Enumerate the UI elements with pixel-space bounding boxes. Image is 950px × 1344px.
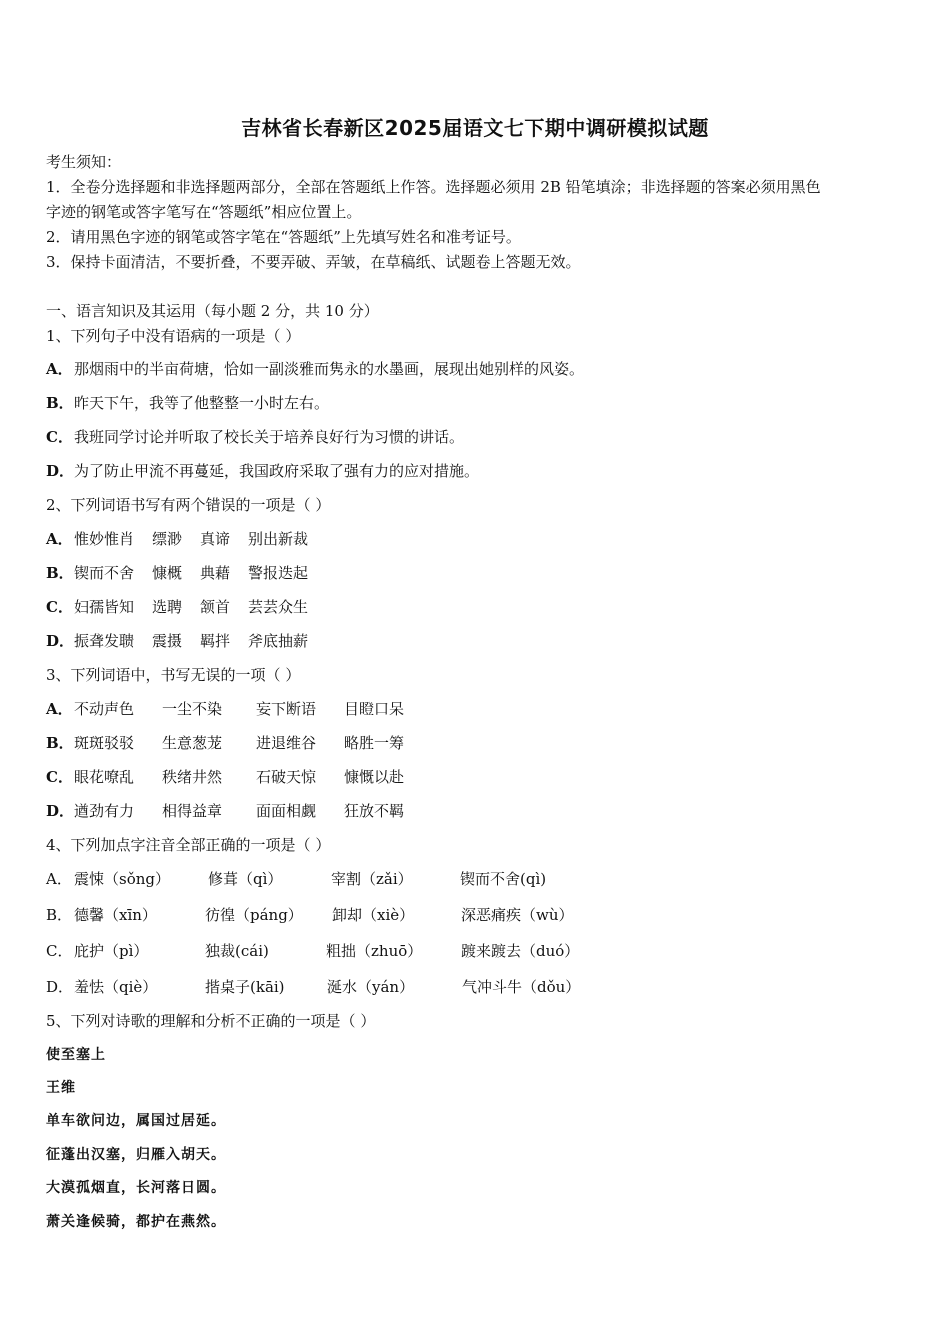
poem-author: 王维 bbox=[46, 1080, 76, 1096]
q2-option-c: C．妇孺皆知 选聘 颔首 芸芸众生 bbox=[46, 598, 309, 616]
poem-line-1: 单车欲问边，属国过居延。 bbox=[46, 1113, 226, 1129]
q1-option-b: B．昨天下午，我等了他整整一小时左右。 bbox=[46, 394, 330, 412]
notice-item-2: 2．请用黑色字迹的钢笔或答字笔在“答题纸”上先填写姓名和准考证号。 bbox=[46, 228, 521, 246]
q4-b-2: 彷徨（páng） bbox=[205, 906, 303, 924]
q2-option-b: B．锲而不舍 慷概 典藉 警报迭起 bbox=[46, 564, 309, 582]
poem-line-2: 征蓬出汉塞，归雁入胡天。 bbox=[46, 1147, 226, 1163]
q4-c-1: 庇护（pì） bbox=[74, 942, 149, 960]
q4-d-2: 揩桌子(kāi) bbox=[205, 978, 285, 996]
poem-line-4: 萧关逢候骑，都护在燕然。 bbox=[46, 1214, 226, 1230]
notice-heading: 考生须知： bbox=[46, 153, 122, 171]
notice-item-3: 3．保持卡面清洁，不要折叠，不要弄破、弄皱，在草稿纸、试题卷上答题无效。 bbox=[46, 253, 581, 271]
q4-stem: 4、下列加点字注音全部正确的一项是（ ） bbox=[46, 836, 331, 854]
q4-b-3: 卸却（xiè） bbox=[332, 906, 415, 924]
q4-a-2: 修葺（qì） bbox=[208, 870, 283, 888]
q4-d-4: 气冲斗牛（dǒu） bbox=[462, 978, 581, 996]
q2-option-d: D．振聋发聩 震摄 羁拌 斧底抽薪 bbox=[46, 632, 309, 650]
q4-option-c-label: C． bbox=[46, 942, 73, 960]
q4-c-4: 踱来踱去（duó） bbox=[461, 942, 580, 960]
q4-d-1: 羞怯（qiè） bbox=[74, 978, 158, 996]
q3-option-a: A．不动声色 一尘不染 妄下断语 目瞪口呆 bbox=[46, 700, 405, 718]
q4-c-2: 独裁(cái) bbox=[205, 942, 269, 960]
q5-stem: 5、下列对诗歌的理解和分析不正确的一项是（ ） bbox=[46, 1012, 376, 1030]
q4-a-3: 宰割（zǎi） bbox=[331, 870, 413, 888]
q1-option-d: D．为了防止甲流不再蔓延，我国政府采取了强有力的应对措施。 bbox=[46, 462, 480, 480]
section-heading: 一、语言知识及其运用（每小题 2 分，共 10 分） bbox=[46, 302, 379, 320]
q4-option-b-label: B． bbox=[46, 906, 73, 924]
q2-stem: 2、下列词语书写有两个错误的一项是（ ） bbox=[46, 496, 331, 514]
poem-title: 使至塞上 bbox=[46, 1047, 106, 1063]
poem-line-3: 大漠孤烟直，长河落日圆。 bbox=[46, 1180, 226, 1196]
q4-d-3: 涎水（yán） bbox=[327, 978, 415, 996]
q4-option-d-label: D． bbox=[46, 978, 74, 996]
q1-stem: 1、下列句子中没有语病的一项是（ ） bbox=[46, 327, 301, 345]
q4-b-1: 德馨（xīn） bbox=[74, 906, 157, 924]
q3-option-d: D．遒劲有力 相得益章 面面相觑 狂放不羁 bbox=[46, 802, 405, 820]
q4-option-a-label: A． bbox=[46, 870, 72, 888]
q1-option-a: A．那烟雨中的半亩荷塘，恰如一副淡雅而隽永的水墨画，展现出她别样的风姿。 bbox=[46, 360, 585, 378]
notice-item-1-line-2: 字迹的钢笔或答字笔写在“答题纸”相应位置上。 bbox=[46, 203, 362, 221]
q4-b-4: 深恶痛疾（wù） bbox=[461, 906, 574, 924]
q4-c-3: 粗拙（zhuō） bbox=[326, 942, 423, 960]
page-title: 吉林省长春新区2025届语文七下期中调研模拟试题 bbox=[241, 116, 709, 140]
q4-a-1: 震悚（sǒng） bbox=[74, 870, 170, 888]
q3-option-c: C．眼花嘹乱 秩绪井然 石破天惊 慷慨以赴 bbox=[46, 768, 405, 786]
q3-stem: 3、下列词语中，书写无误的一项（ ） bbox=[46, 666, 301, 684]
q4-a-4: 锲而不舍(qì) bbox=[460, 870, 547, 888]
notice-item-1-line-1: 1．全卷分选择题和非选择题两部分，全部在答题纸上作答。选择题必须用 2B 铅笔填涂；非选择题的答案必须用黑色 bbox=[46, 178, 821, 196]
q2-option-a: A．惟妙惟肖 缥渺 真谛 别出新裁 bbox=[46, 530, 309, 548]
q3-option-b: B．斑斑驳驳 生意葱茏 进退维谷 略胜一筹 bbox=[46, 734, 405, 752]
q1-option-c: C．我班同学讨论并听取了校长关于培养良好行为习惯的讲话。 bbox=[46, 428, 465, 446]
